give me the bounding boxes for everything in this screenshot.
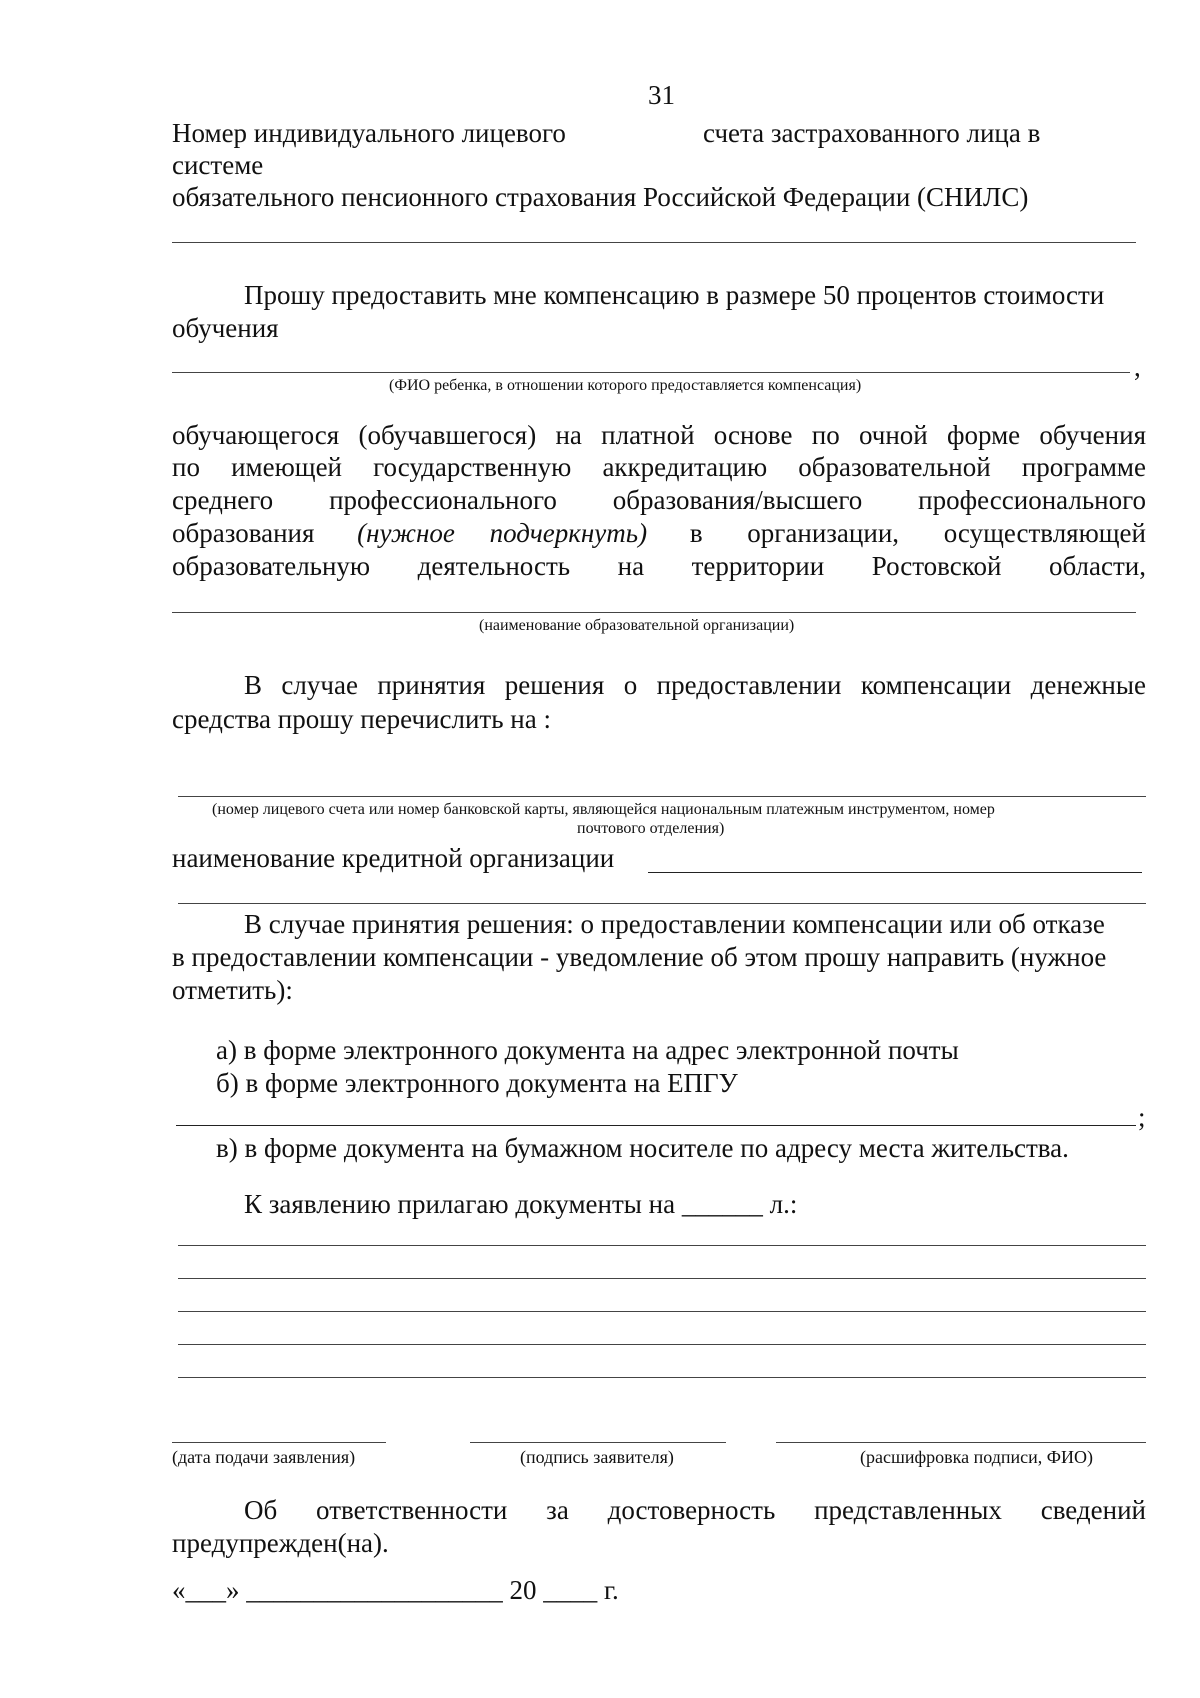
request-line1: Прошу предоставить мне компенсацию в размере 50 процентов стоимости xyxy=(244,280,1105,310)
attachment-line-1[interactable] xyxy=(178,1245,1146,1246)
study-line4-end: в организации, осуществляющей xyxy=(689,518,1146,548)
date-signature-line[interactable] xyxy=(172,1442,386,1443)
day-open-quote: « xyxy=(172,1575,186,1605)
date-caption: (дата подачи заявления) xyxy=(172,1447,356,1467)
notification-line2: в предоставлении компенсации - уведомление об этом прошу направить (нужное xyxy=(172,942,1107,972)
study-line4-start: образования xyxy=(172,518,315,548)
child-name-field-line[interactable] xyxy=(172,372,1130,373)
option-epgu[interactable]: б) в форме электронного документа на ЕПГУ xyxy=(216,1068,738,1098)
year-prefix: 20 xyxy=(509,1575,537,1605)
attachment-line-4[interactable] xyxy=(178,1344,1146,1345)
page-number: 31 xyxy=(648,80,675,110)
snils-label-line2: системе xyxy=(172,150,264,180)
attachments-text: К заявлению прилагаю документы на xyxy=(244,1189,676,1219)
credit-org-field-line2[interactable] xyxy=(178,903,1146,904)
responsibility-line1: Об ответственности за достоверность представленных сведений xyxy=(244,1495,1146,1525)
org-name-field-line[interactable] xyxy=(172,612,1136,613)
account-caption-line1: (номер лицевого счета или номер банковской карты, являющейся национальным платежным инструментом, номер xyxy=(212,801,995,818)
credit-org-label: наименование кредитной организации xyxy=(172,843,615,873)
notification-line3: отметить): xyxy=(172,975,293,1005)
signature-decode-line[interactable] xyxy=(776,1442,1146,1443)
attachment-line-3[interactable] xyxy=(178,1311,1146,1312)
snils-label-line3: обязательного пенсионного страхования Российской Федерации (СНИЛС) xyxy=(172,182,1029,212)
child-name-comma: , xyxy=(1134,352,1141,382)
study-line3: среднего профессионального образования/высшего профессионального xyxy=(172,485,1146,515)
snils-field-line[interactable] xyxy=(172,242,1136,243)
child-name-caption: (ФИО ребенка, в отношении которого предоставляется компенсация) xyxy=(389,377,862,394)
date-footer xyxy=(172,1575,619,1605)
underline-hint: (нужное подчеркнуть) xyxy=(357,518,648,548)
attachment-line-5[interactable] xyxy=(178,1377,1146,1378)
option-email[interactable]: а) в форме электронного документа на адрес электронной почты xyxy=(216,1035,959,1065)
account-field-line[interactable] xyxy=(178,796,1146,797)
signature-decode-caption: (расшифровка подписи, ФИО) xyxy=(860,1447,1093,1467)
attachments-pages-blank[interactable]: ______ xyxy=(681,1189,763,1219)
attachments-label xyxy=(244,1189,797,1219)
payment-line2: средства прошу перечислить на : xyxy=(172,704,551,734)
snils-label-part1: Номер индивидуального лицевого xyxy=(172,118,566,148)
attachments-pages-unit: л.: xyxy=(769,1189,798,1219)
month-blank[interactable]: ___________________ xyxy=(246,1575,503,1605)
year-blank[interactable]: ____ xyxy=(543,1575,598,1605)
credit-org-field-line[interactable] xyxy=(648,872,1142,873)
responsibility-line2: предупрежден(на). xyxy=(172,1528,389,1558)
request-line2: обучения xyxy=(172,313,279,343)
org-name-caption: (наименование образовательной организации) xyxy=(479,617,795,634)
payment-line1: В случае принятия решения о предоставлении компенсации денежные xyxy=(244,670,1146,700)
option-paper[interactable]: в) в форме документа на бумажном носителе по адресу места жительства. xyxy=(216,1133,1069,1163)
applicant-signature-line[interactable] xyxy=(470,1442,726,1443)
study-line4 xyxy=(172,518,1146,548)
study-line5: образовательную деятельность на территории Ростовской области, xyxy=(172,551,1146,581)
day-blank[interactable]: ___ xyxy=(185,1575,226,1605)
snils-label-part2: счета застрахованного лица в xyxy=(703,118,1041,148)
option-epgu-semicolon: ; xyxy=(1138,1102,1146,1132)
notification-line1: В случае принятия решения: о предоставлении компенсации или об отказе xyxy=(244,909,1105,939)
day-close-quote: » xyxy=(226,1575,240,1605)
study-line2: по имеющей государственную аккредитацию образовательной программе xyxy=(172,452,1146,482)
signature-caption: (подпись заявителя) xyxy=(520,1447,674,1467)
study-line1: обучающегося (обучавшегося) на платной основе по очной форме обучения xyxy=(172,420,1146,450)
year-suffix: г. xyxy=(604,1575,619,1605)
attachment-line-2[interactable] xyxy=(178,1278,1146,1279)
account-caption-line2: почтового отделения) xyxy=(577,820,725,837)
option-epgu-field-line[interactable] xyxy=(176,1125,1136,1126)
